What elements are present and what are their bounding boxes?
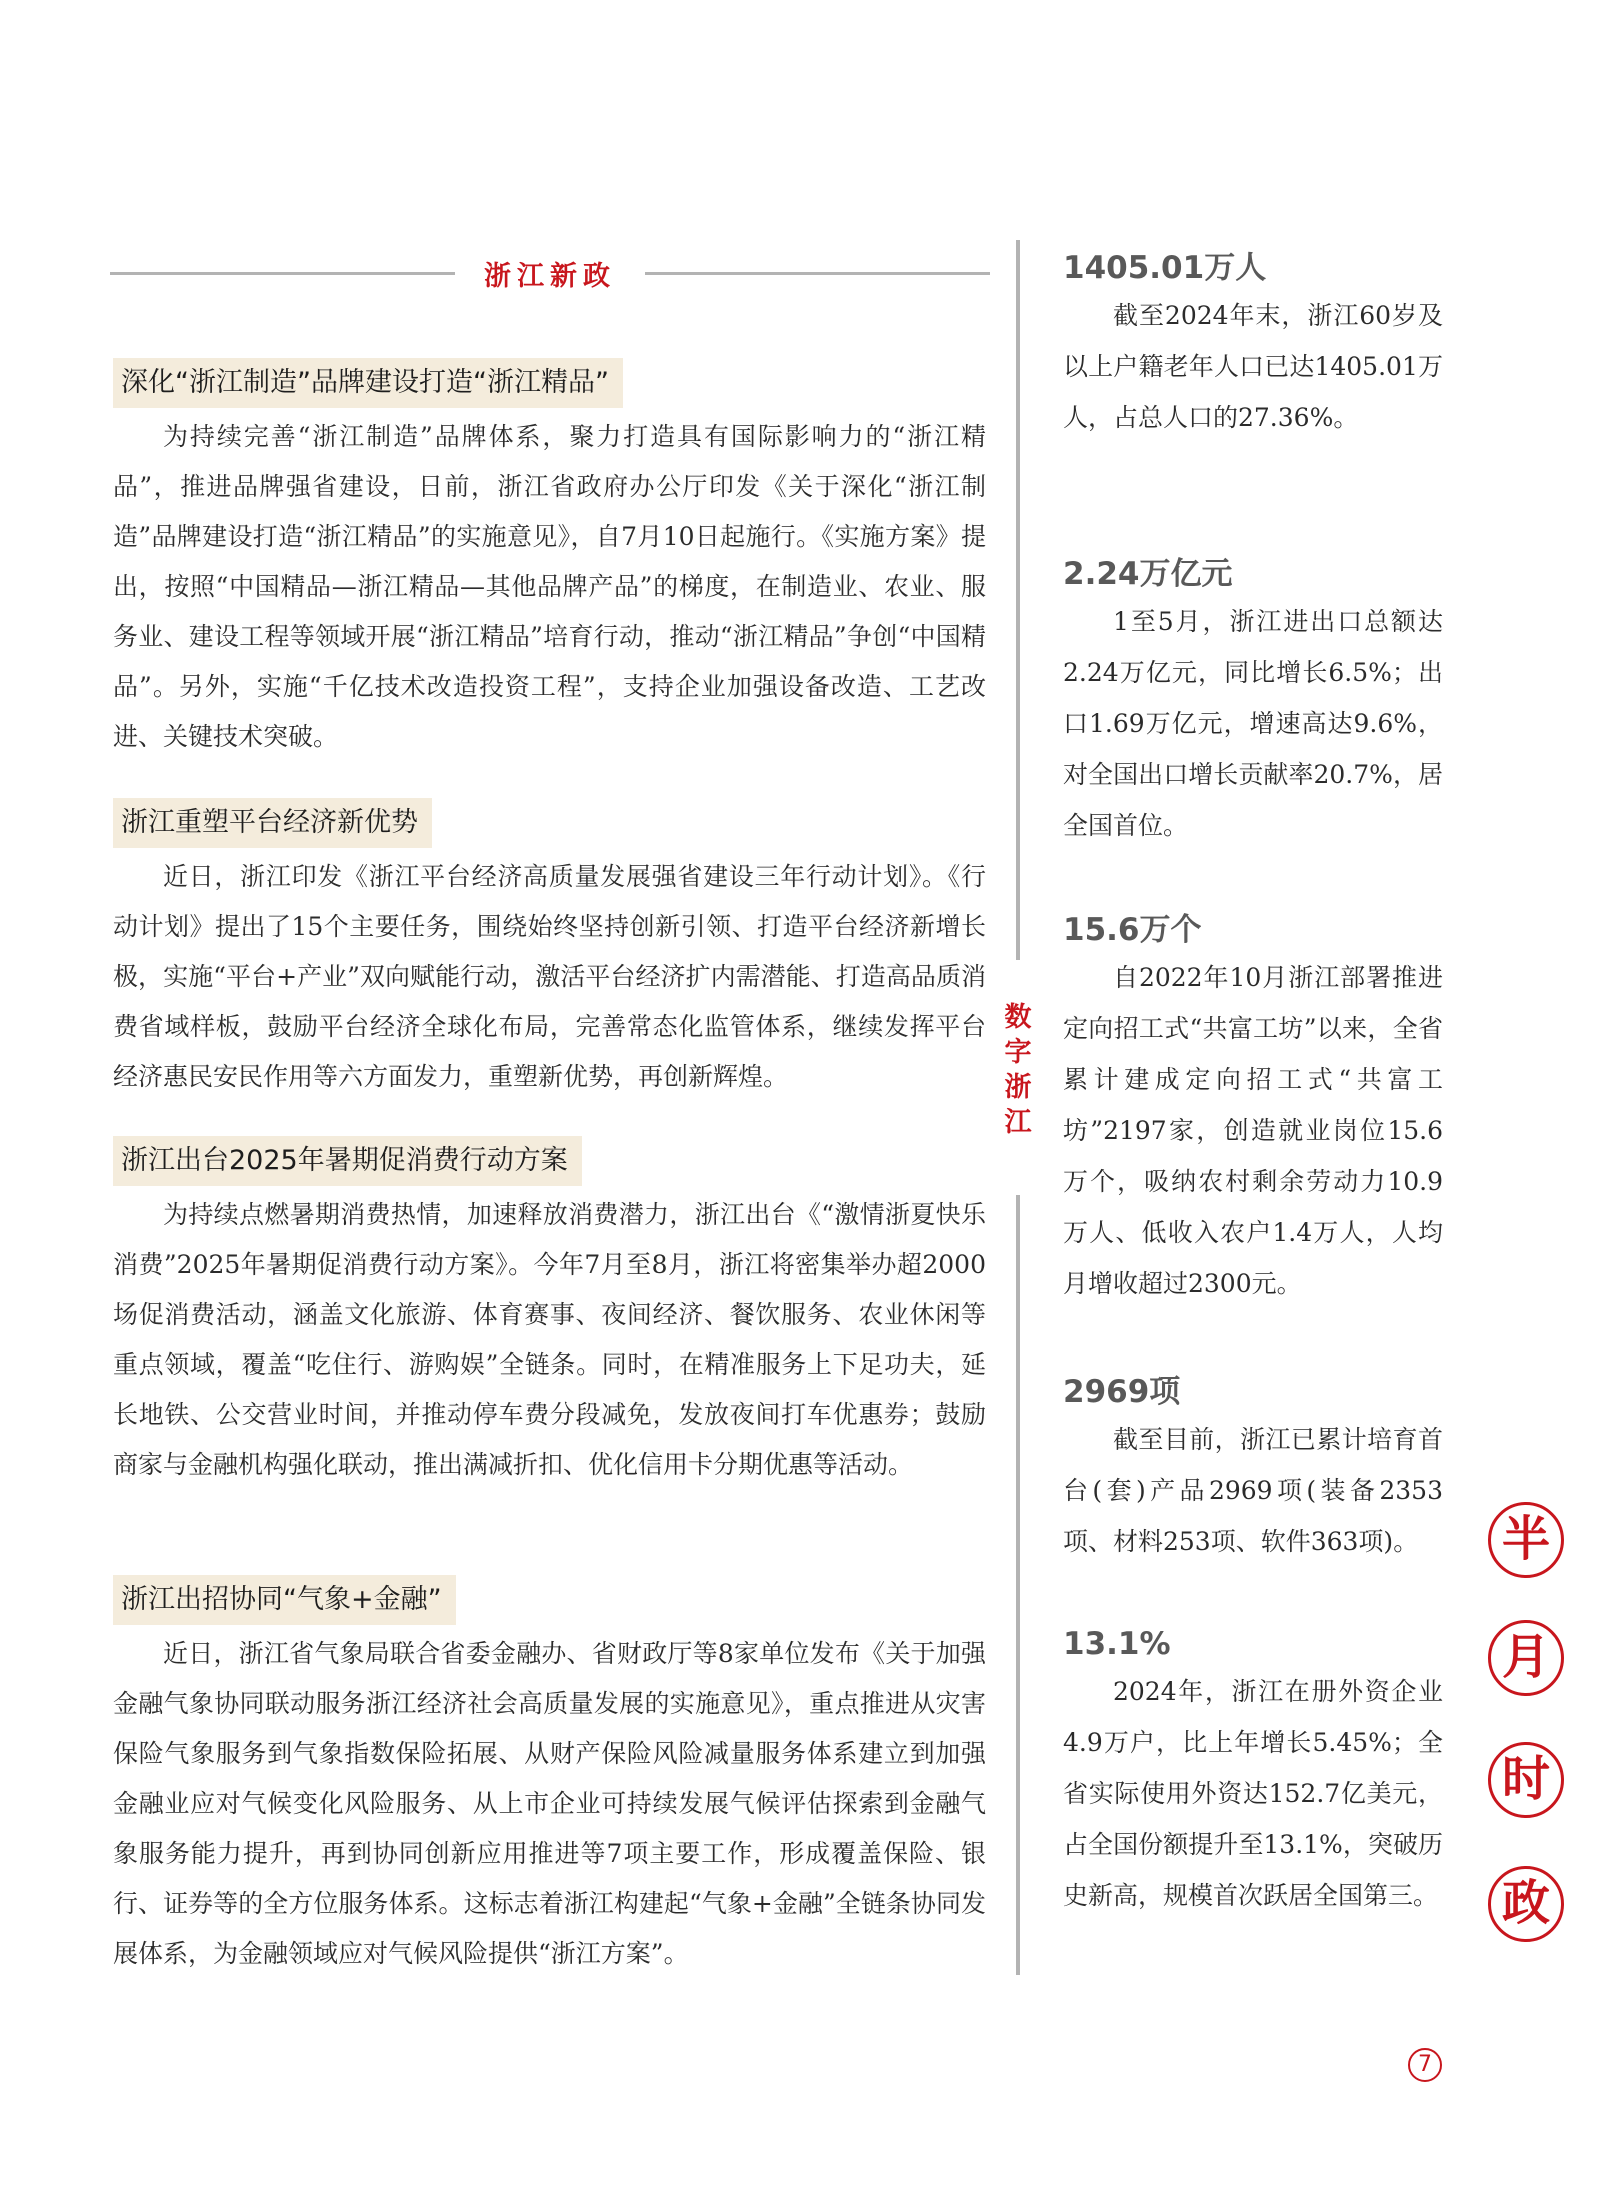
stat-block-5 xyxy=(1063,1622,1443,1921)
article-body: 为持续点燃暑期消费热情，加速释放消费潜力，浙江出台《“激情浙夏快乐消费”2025年暑期促消费行动方案》。今年7月至8月，浙江将密集举办超2000场促消费活动，涵盖文化旅游、体育赛事、夜间经济、餐饮服务、农业休闲等重点领域，覆盖“吃住行、游购娱”全链条。同时，在精准服务上下足功夫，延长地铁、公交营业时间，并推动停车费分段减免，发放夜间打车优惠券；鼓励商家与金融机构强化联动，推出满减折扣、优化信用卡分期优惠等活动。 xyxy=(113,1200,986,1479)
stat-block-3 xyxy=(1063,908,1443,1309)
stat-figure: 13.1% xyxy=(1063,1626,1171,1662)
article-4 xyxy=(113,1575,986,1979)
header-rule-right xyxy=(645,272,990,275)
article-headline: 浙江重塑平台经济新优势 xyxy=(113,798,432,848)
header-rule-left xyxy=(110,272,455,275)
article-body: 近日，浙江省气象局联合省委金融办、省财政厅等8家单位发布《关于加强金融气象协同联动服务浙江经济社会高质量发展的实施意见》，重点推进从灾害保险气象服务到气象指数保险拓展、从财产保险风险减量服务体系建立到加强金融业应对气候变化风险服务、从上市企业可持续发展气候评估探索到金融气象服务能力提升，再到协同创新应用推进等7项主要工作，形成覆盖保险、银行、证券等的全方位服务体系。这标志着浙江构建起“气象+金融”全链条协同发展体系，为金融领域应对气候风险提供“浙江方案”。 xyxy=(113,1639,986,1968)
article-1 xyxy=(113,358,986,762)
sidebar-label-char: 数 xyxy=(1004,1002,1032,1033)
sidebar-label-char: 江 xyxy=(1004,1107,1032,1138)
stat-description: 2024年，浙江在册外资企业4.9万户，比上年增长5.45%；全省实际使用外资达152.7亿美元，占全国份额提升至13.1%，突破历史新高，规模首次跃居全国第三。 xyxy=(1063,1677,1443,1910)
section-header xyxy=(110,261,990,292)
sidebar-label-char: 字 xyxy=(1004,1037,1032,1068)
seal-char: 时 xyxy=(1488,1742,1564,1818)
stat-figure: 2969项 xyxy=(1063,1374,1181,1410)
article-3 xyxy=(113,1136,986,1490)
article-headline: 深化“浙江制造”品牌建设打造“浙江精品” xyxy=(113,358,623,408)
stat-figure: 2.24万亿元 xyxy=(1063,556,1233,592)
column-divider-top xyxy=(1016,240,1020,960)
article-body: 为持续完善“浙江制造”品牌体系，聚力打造具有国际影响力的“浙江精品”，推进品牌强省建设，日前，浙江省政府办公厅印发《关于深化“浙江制造”品牌建设打造“浙江精品”的实施意见》，自7月10日起施行。《实施方案》提出，按照“中国精品—浙江精品—其他品牌产品”的梯度，在制造业、农业、服务业、建设工程等领域开展“浙江精品”培育行动，推动“浙江精品”争创“中国精品”。另外，实施“千亿技术改造投资工程”，支持企业加强设备改造、工艺改进、关键技术突破。 xyxy=(113,422,986,751)
stat-block-2 xyxy=(1063,552,1443,851)
seal-char: 半 xyxy=(1488,1502,1564,1578)
stat-block-1 xyxy=(1063,246,1443,443)
seal-char: 月 xyxy=(1488,1620,1564,1696)
stat-description: 1至5月，浙江进出口总额达2.24万亿元，同比增长6.5%；出口1.69万亿元，增速高达9.6%，对全国出口增长贡献率20.7%，居全国首位。 xyxy=(1063,607,1443,840)
column-divider-bottom xyxy=(1016,1195,1020,1975)
section-title: 浙江新政 xyxy=(484,261,616,292)
stat-figure: 1405.01万人 xyxy=(1063,250,1267,286)
seal-char: 政 xyxy=(1488,1866,1564,1942)
stat-description: 自2022年10月浙江部署推进定向招工式“共富工坊”以来，全省累计建成定向招工式“共富工坊”2197家，创造就业岗位15.6万个，吸纳农村剩余劳动力10.9万人、低收入农户1.4万人，人均月增收超过2300元。 xyxy=(1063,963,1443,1298)
article-headline: 浙江出台2025年暑期促消费行动方案 xyxy=(113,1136,582,1186)
stat-description: 截至目前，浙江已累计培育首台(套)产品2969项(装备2353项、材料253项、软件363项)。 xyxy=(1063,1425,1443,1556)
stat-block-4 xyxy=(1063,1370,1443,1567)
stat-description: 截至2024年末，浙江60岁及以上户籍老年人口已达1405.01万人，占总人口的27.36%。 xyxy=(1063,301,1443,432)
article-2 xyxy=(113,798,986,1102)
article-body: 近日，浙江印发《浙江平台经济高质量发展强省建设三年行动计划》。《行动计划》提出了15个主要任务，围绕始终坚持创新引领、打造平台经济新增长极，实施“平台+产业”双向赋能行动，激活平台经济扩内需潜能、打造高品质消费省域样板，鼓励平台经济全球化布局，完善常态化监管体系，继续发挥平台经济惠民安民作用等六方面发力，重塑新优势，再创新辉煌。 xyxy=(113,862,986,1091)
stat-figure: 15.6万个 xyxy=(1063,912,1202,948)
sidebar-label xyxy=(1003,1000,1033,1140)
page-number: 7 xyxy=(1408,2048,1442,2082)
sidebar-label-char: 浙 xyxy=(1004,1072,1032,1103)
article-headline: 浙江出招协同“气象+金融” xyxy=(113,1575,456,1625)
